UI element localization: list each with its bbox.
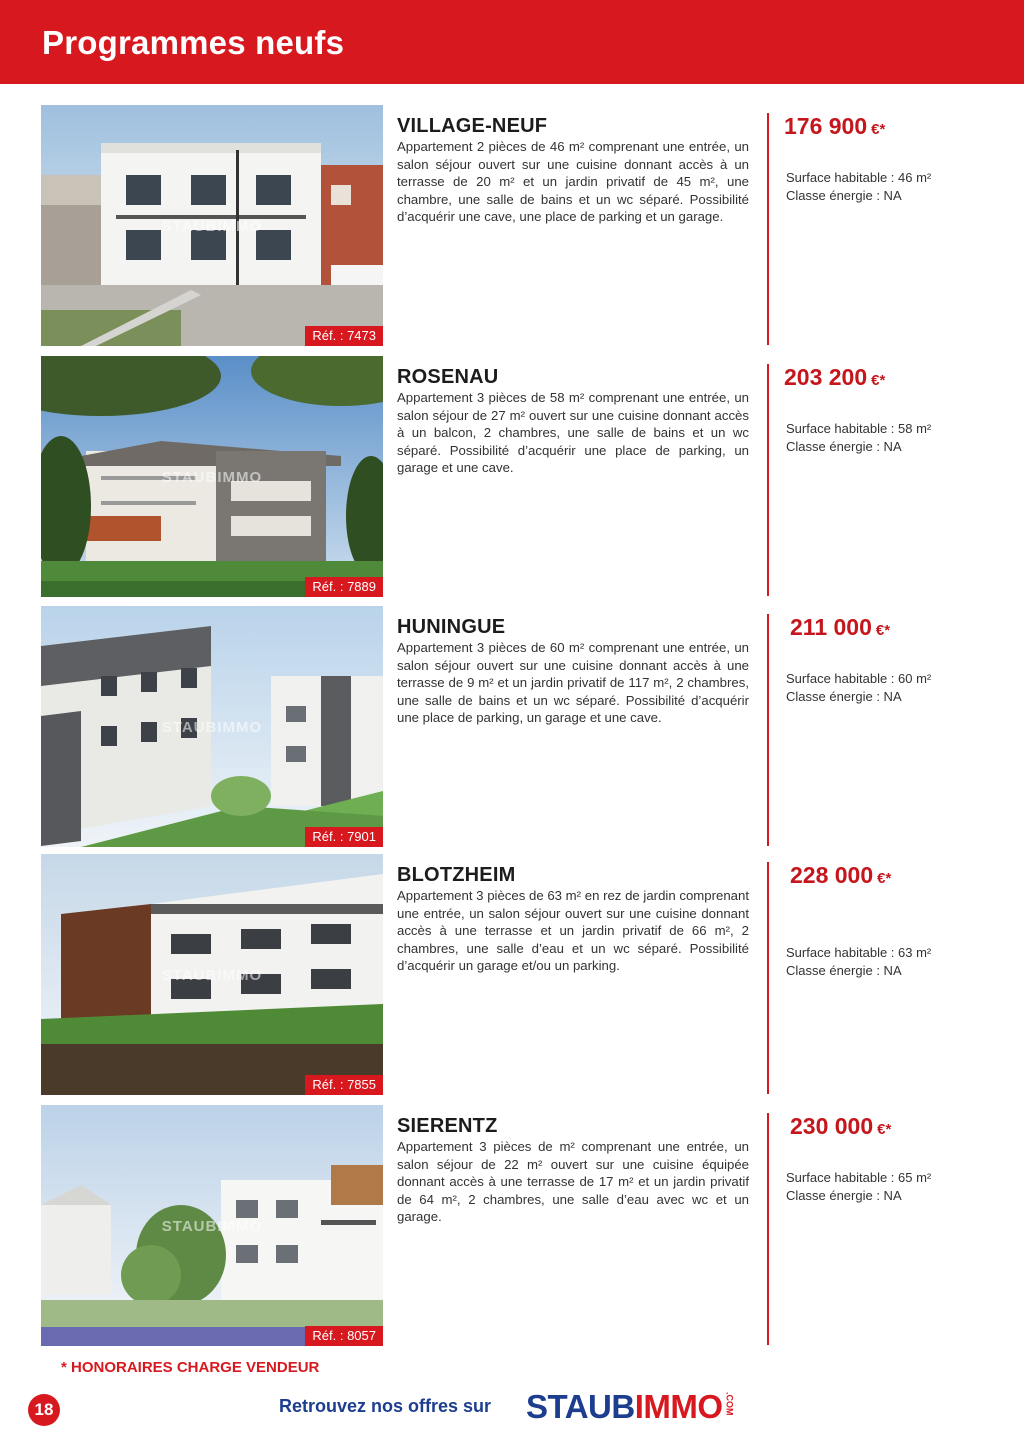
- surface-text: Surface habitable : 46 m²: [786, 170, 932, 185]
- listing-photo[interactable]: [41, 356, 383, 597]
- energy-class-text: Classe énergie : NA: [786, 963, 902, 978]
- watermark: STAUBIMMO: [161, 967, 263, 984]
- listing-price: [784, 113, 885, 140]
- surface-text: Surface habitable : 63 m²: [786, 945, 932, 960]
- listing-blotzheim[interactable]: [0, 854, 1024, 1096]
- listing-village-neuf[interactable]: [0, 105, 1024, 347]
- listing-city: BLOTZHEIM: [397, 864, 516, 886]
- page-title: Programmes neufs: [42, 24, 345, 61]
- listing-photo[interactable]: [41, 606, 383, 847]
- surface-text: Surface habitable : 60 m²: [786, 671, 932, 686]
- listing-sierentz[interactable]: [0, 1105, 1024, 1347]
- listing-huningue[interactable]: [0, 606, 1024, 848]
- listing-price: [790, 614, 890, 641]
- energy-class-text: Classe énergie : NA: [786, 1188, 902, 1203]
- price-currency: €*: [871, 372, 886, 389]
- listing-city: VILLAGE-NEUF: [397, 115, 548, 137]
- listing-photo[interactable]: [41, 1105, 383, 1346]
- logo-accent-text: IMMO: [634, 1388, 723, 1425]
- listing-specs: [786, 420, 931, 456]
- price-currency: €*: [871, 121, 886, 138]
- price-value: 228 000: [790, 862, 874, 888]
- divider: [767, 364, 769, 596]
- divider: [767, 1113, 769, 1345]
- listing-photo[interactable]: [41, 105, 383, 346]
- listing-specs: [786, 944, 931, 980]
- listing-specs: [786, 670, 931, 706]
- listing-rosenau[interactable]: [0, 356, 1024, 598]
- price-currency: €*: [875, 622, 891, 639]
- divider: [767, 614, 769, 846]
- watermark: STAUBIMMO: [161, 218, 263, 235]
- fees-footnote: * HONORAIRES CHARGE VENDEUR: [61, 1359, 320, 1376]
- listing-city: SIERENTZ: [397, 1115, 498, 1137]
- staubimmo-logo[interactable]: [526, 1388, 735, 1424]
- listing-specs: [786, 169, 931, 205]
- listing-photo[interactable]: [41, 854, 383, 1095]
- price-currency: €*: [877, 870, 892, 887]
- energy-class-text: Classe énergie : NA: [786, 188, 902, 203]
- watermark: STAUBIMMO: [161, 719, 263, 736]
- reference-badge: Réf. : 8057: [305, 1326, 383, 1346]
- listing-description: Appartement 3 pièces de 60 m² comprenant une entrée, un salon séjour ouvert sur une cuisine donnant accès à une terrasse de 9 m² et un jardin privatif de 117 m², 2 chambres, une salle de bains et un wc séparé. Possibilité d’acquérir une place de parking, un garage et une cave.: [397, 640, 749, 726]
- energy-class-text: Classe énergie : NA: [786, 689, 902, 704]
- listing-city: HUNINGUE: [397, 616, 506, 638]
- reference-badge: Réf. : 7855: [305, 1075, 383, 1095]
- listing-price: [790, 1113, 891, 1140]
- surface-text: Surface habitable : 58 m²: [786, 421, 932, 436]
- reference-badge: Réf. : 7889: [305, 577, 383, 597]
- surface-text: Surface habitable : 65 m²: [786, 1170, 932, 1185]
- listing-description: Appartement 3 pièces de 58 m² comprenant une entrée, un salon séjour de 27 m² ouvert sur une cuisine donnant accès à un balcon, 2 chambres, une salle de bains et un wc séparé. Possibilité d’acquérir une place de parking, un garage et une cave.: [397, 390, 749, 476]
- divider: [767, 862, 769, 1094]
- price-value: 203 200: [784, 364, 868, 390]
- listing-description: Appartement 2 pièces de 46 m² comprenant une entrée, un salon séjour ouvert sur une cuisine donnant accès à un terrasse de 20 m² et un jardin privatif de 45 m², une chambre, une salle de bains et un wc séparé. Possibilité d’acquérir une cave, une place de parking et un garage.: [397, 139, 749, 225]
- divider: [767, 113, 769, 345]
- listing-city: ROSENAU: [397, 366, 499, 388]
- price-value: 176 900: [784, 113, 868, 139]
- reference-badge: Réf. : 7473: [305, 326, 383, 346]
- page-number: 18: [28, 1394, 60, 1426]
- price-currency: €*: [877, 1121, 892, 1138]
- logo-suffix-text: .COM: [724, 1392, 735, 1416]
- listing-price: [790, 862, 891, 889]
- price-value: 211 000: [790, 614, 872, 640]
- energy-class-text: Classe énergie : NA: [786, 439, 902, 454]
- footer-tagline: Retrouvez nos offres sur: [279, 1396, 492, 1416]
- page-header: [0, 0, 1024, 84]
- logo-main-text: STAUB: [526, 1388, 635, 1425]
- listing-specs: [786, 1169, 931, 1205]
- reference-badge: Réf. : 7901: [305, 827, 383, 847]
- watermark: STAUBIMMO: [161, 469, 263, 486]
- listing-description: Appartement 3 pièces de m² comprenant une entrée, un salon séjour de 22 m² ouvert sur une cuisine équipée donnant accès à une terrasse de 17 m² et un jardin privatif de 64 m², 2 chambres, une salle d’eau avec wc et un garage.: [397, 1139, 749, 1225]
- listing-description: Appartement 3 pièces de 63 m² en rez de jardin comprenant une entrée, un salon séjour ouvert sur une cuisine donnant accès à une terrasse et un jardin privatif de 66 m², 2 chambres, une salle d’eau et un wc séparé. Possibilité d’acquérir un garage et/ou un parking.: [397, 888, 749, 974]
- listing-price: [784, 364, 885, 391]
- watermark: STAUBIMMO: [161, 1218, 263, 1235]
- price-value: 230 000: [790, 1113, 874, 1139]
